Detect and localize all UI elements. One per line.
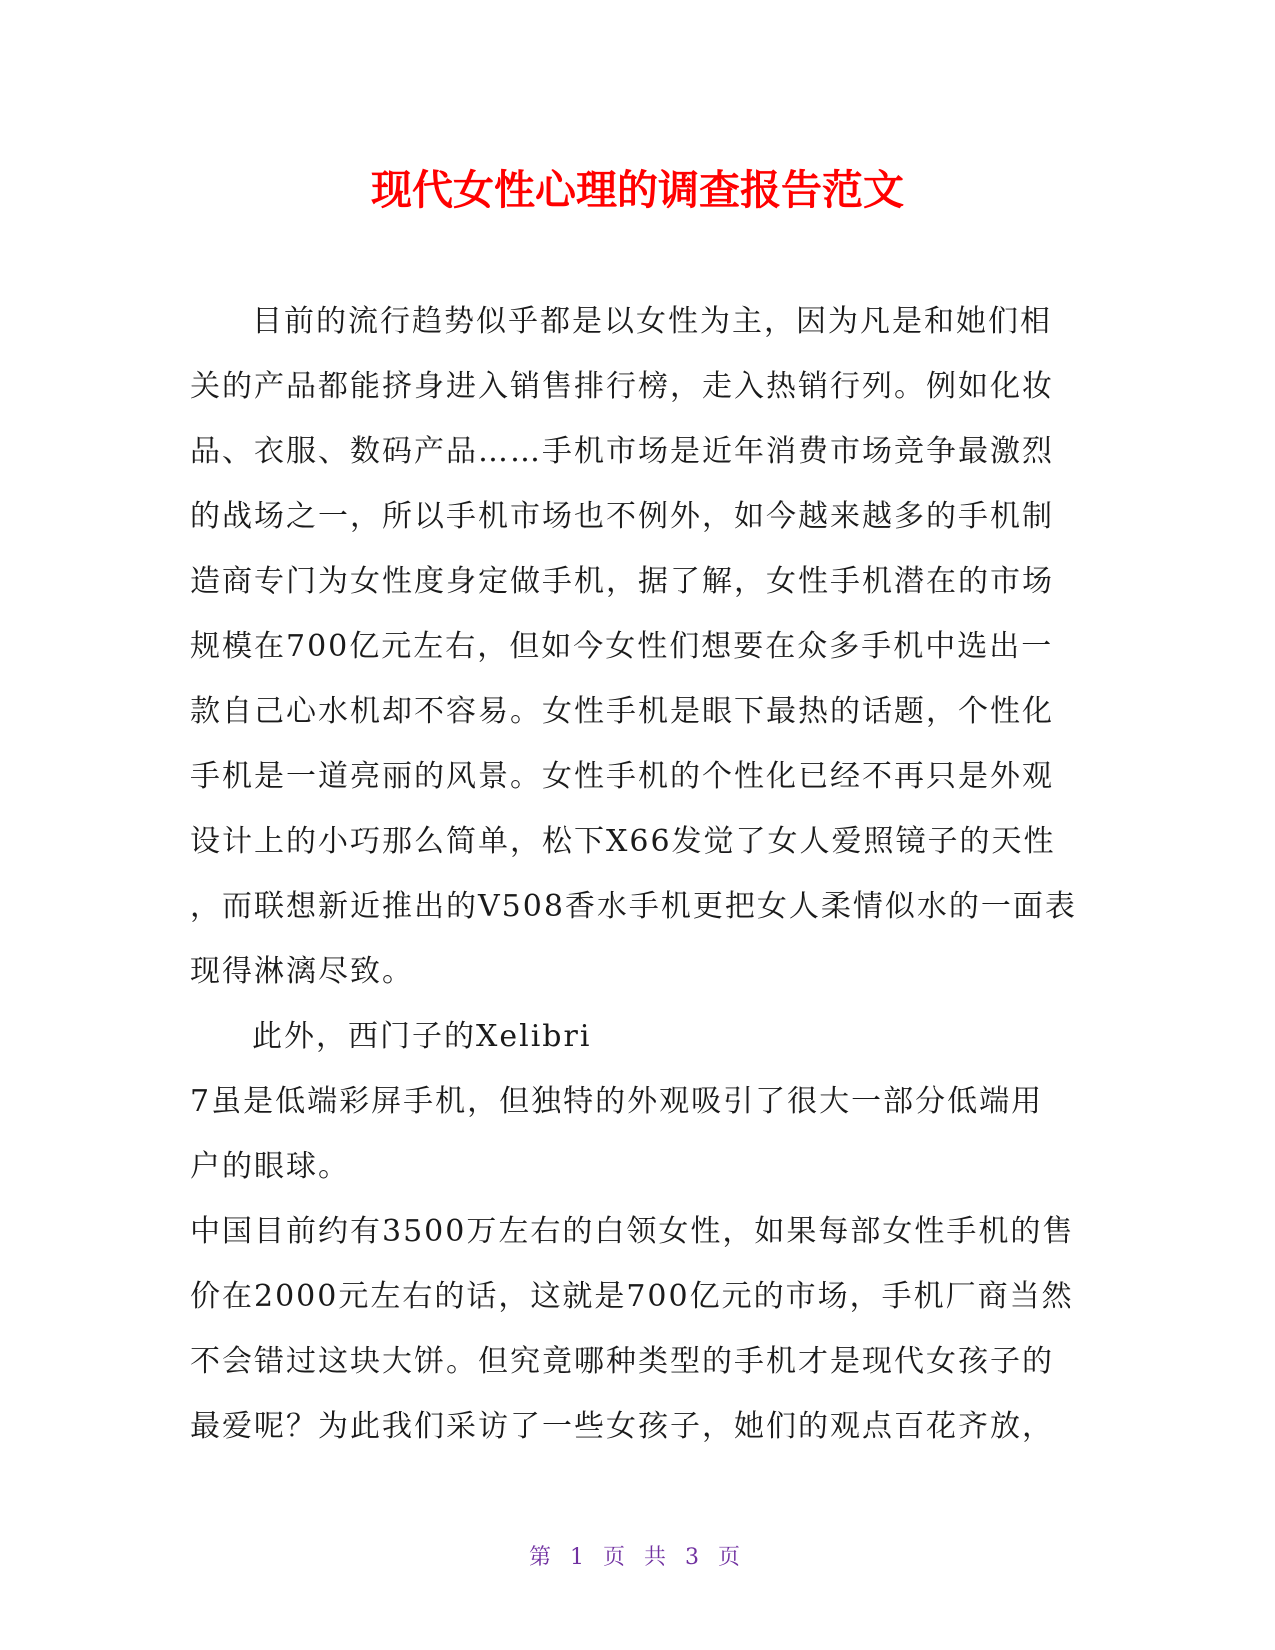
text-line: 关的产品都能挤身进入销售排行榜，走入热销行列。例如化妆 bbox=[190, 369, 1054, 404]
page-number-footer: 第 1 页 共 3 页 bbox=[529, 1545, 746, 1570]
text-line: 户的眼球。 bbox=[190, 1149, 350, 1184]
text-line: 设计上的小巧那么简单，松下X66发觉了女人爱照镜子的天性 bbox=[190, 824, 1056, 859]
text-line: 价在2000元左右的话，这就是700亿元的市场，手机厂商当然 bbox=[190, 1279, 1074, 1314]
document-title: 现代女性心理的调查报告范文 bbox=[371, 166, 904, 214]
text-line: 最爱呢？为此我们采访了一些女孩子，她们的观点百花齐放， bbox=[190, 1409, 1054, 1444]
text-line: 造商专门为女性度身定做手机，据了解，女性手机潜在的市场 bbox=[190, 564, 1054, 599]
text-line: 品、衣服、数码产品……手机市场是近年消费市场竞争最激烈 bbox=[190, 434, 1054, 469]
text-line: 的战场之一，所以手机市场也不例外，如今越来越多的手机制 bbox=[190, 499, 1054, 534]
text-line: 规模在700亿元左右，但如今女性们想要在众多手机中选出一 bbox=[190, 629, 1054, 664]
paragraph-1 bbox=[190, 289, 1090, 1004]
text-line: 7虽是低端彩屏手机，但独特的外观吸引了很大一部分低端用 bbox=[190, 1084, 1044, 1119]
paragraph-2 bbox=[190, 1004, 1090, 1459]
text-line: 现得淋漓尽致。 bbox=[190, 954, 414, 989]
document-body bbox=[190, 289, 1090, 1459]
text-line: 款自己心水机却不容易。女性手机是眼下最热的话题，个性化 bbox=[190, 694, 1054, 729]
text-line: 中国目前约有3500万左右的白领女性，如果每部女性手机的售 bbox=[190, 1214, 1075, 1249]
text-line: 不会错过这块大饼。但究竟哪种类型的手机才是现代女孩子的 bbox=[190, 1344, 1054, 1379]
text-line: 手机是一道亮丽的风景。女性手机的个性化已经不再只是外观 bbox=[190, 759, 1054, 794]
text-line: 此外，西门子的Xelibri bbox=[252, 1019, 592, 1054]
text-line: 目前的流行趋势似乎都是以女性为主，因为凡是和她们相 bbox=[252, 304, 1052, 339]
text-line: ，而联想新近推出的V508香水手机更把女人柔情似水的一面表 bbox=[190, 889, 1077, 924]
